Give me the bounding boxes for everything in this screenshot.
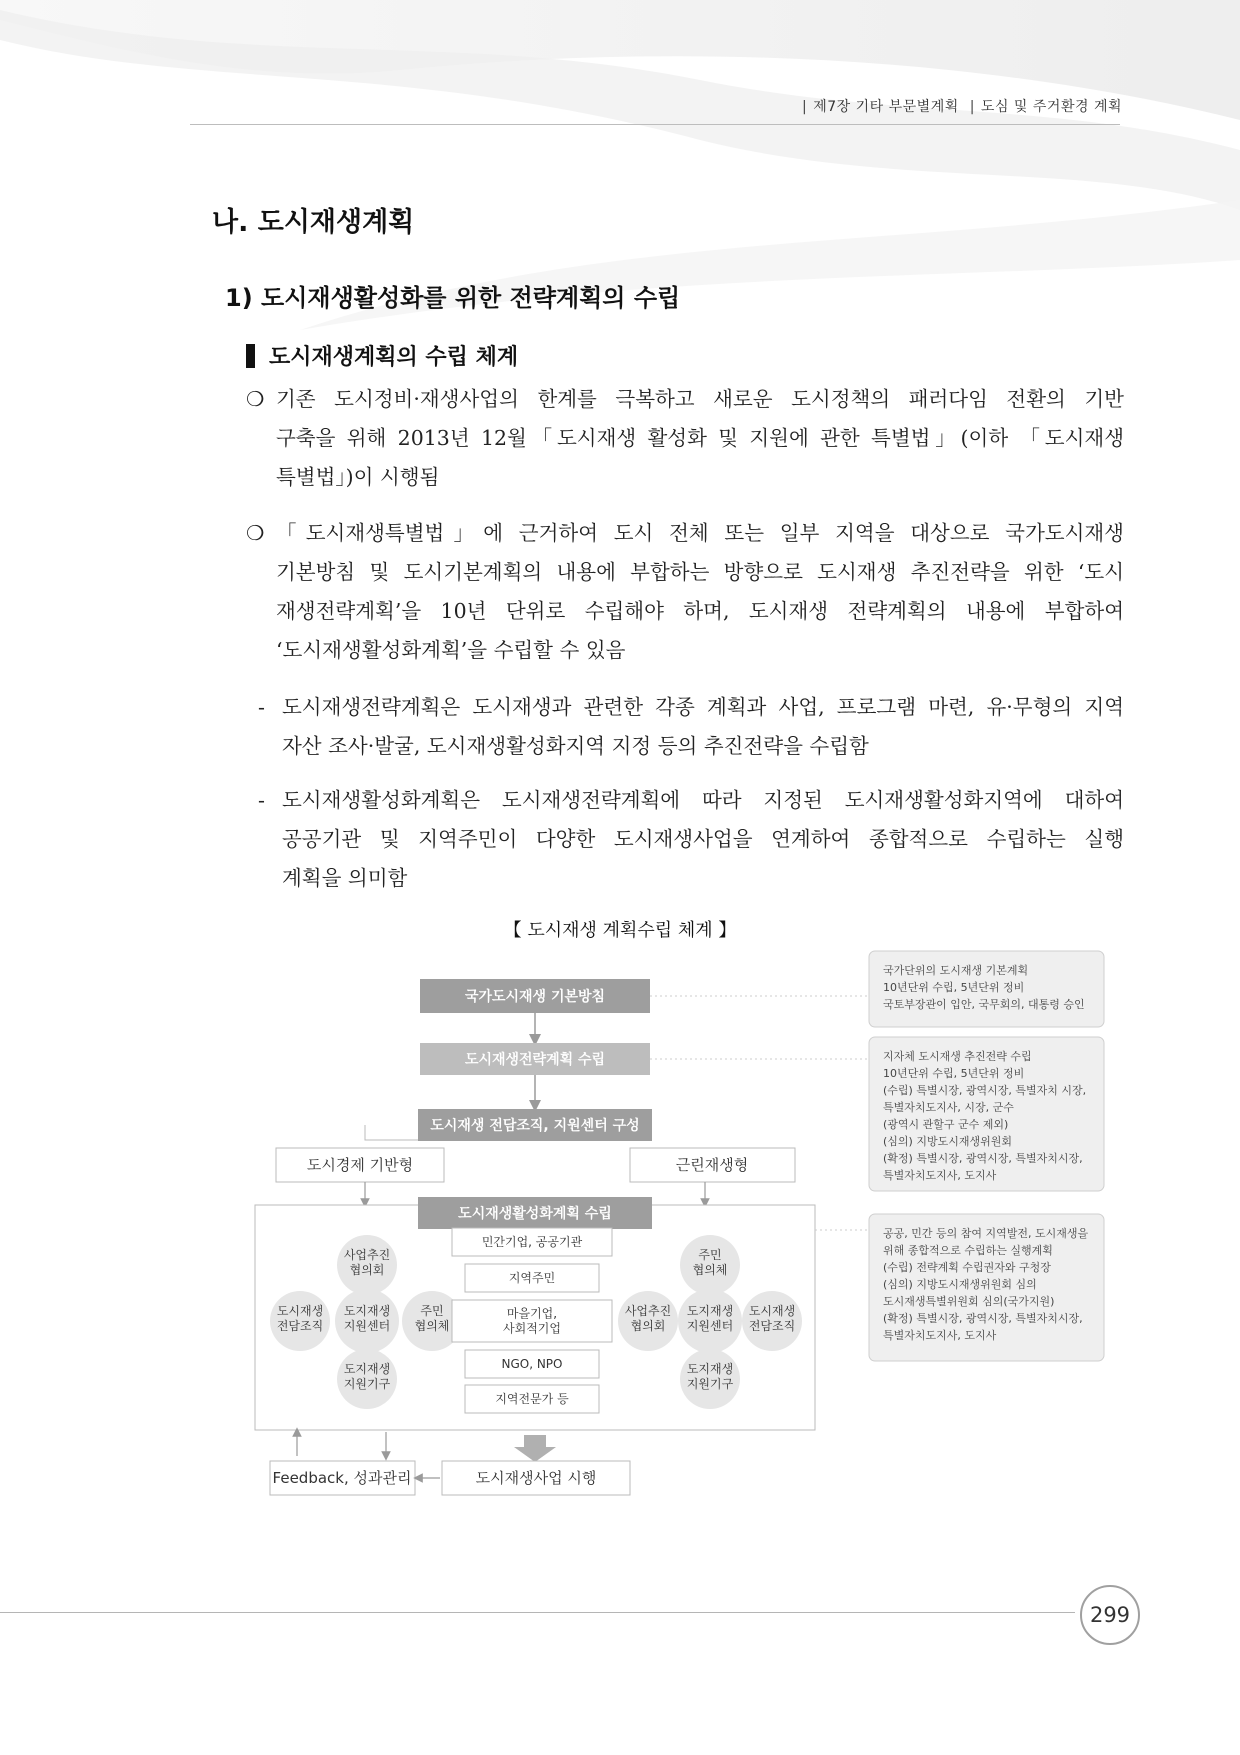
note-line: 도시재생특별위원회 심의(국가지원) (883, 1295, 1055, 1308)
note-line: (확정) 특별시장, 광역시장, 특별자치시장, (883, 1312, 1083, 1325)
circle-bullet-icon: ❍ (246, 387, 265, 411)
header-section: 도심 및 주거환경 계획 (980, 99, 1122, 115)
paragraph-line: 도시재생활성화계획은 도시재생전략계획에 따라 지정된 도시재생활성화지역에 대하여 (282, 788, 1124, 812)
note-line: (광역시 관할구 군수 제외) (883, 1118, 1009, 1131)
cluster-node-label: 사업추진 (624, 1304, 672, 1318)
cluster-node-label: 협의체 (692, 1263, 728, 1277)
participant-label: 사회적기업 (503, 1321, 561, 1336)
paragraph-line: 특별법」)이 시행됨 (276, 465, 440, 489)
cluster-node-label: 지원기구 (686, 1377, 734, 1391)
note-line: 국토부장관이 입안, 국무회의, 대통령 승인 (883, 998, 1085, 1011)
cluster-node-label: 도지재생 (343, 1304, 391, 1318)
note-line: 국가단위의 도시재생 기본계획 (883, 964, 1029, 977)
participant-label: NGO, NPO (501, 1357, 563, 1371)
dash-bullet: - (258, 695, 265, 719)
circle-bullet-icon: ❍ (246, 521, 265, 545)
activation-plan-label: 도시재생활성화계획 수립 (458, 1206, 612, 1222)
participant-label: 민간기업, 공공기관 (481, 1235, 583, 1249)
running-header: | 제7장 기타 부문별계획 | 도심 및 주거환경 계획 (802, 99, 1122, 115)
paragraph-line: ‘도시재생활성화계획’을 수립할 수 있음 (276, 638, 626, 662)
participant-list (452, 1228, 612, 1413)
national-policy-label: 국가도시재생 기본방침 (464, 989, 606, 1005)
cluster-node-label: 협의체 (414, 1319, 450, 1333)
dash-bullet: - (258, 788, 265, 812)
section-title: 나. 도시재생계획 (212, 207, 415, 238)
subsection-title: 1) 도시재생활성화를 위한 전략계획의 수립 (225, 284, 681, 312)
cluster-node-label: 전담조직 (276, 1319, 324, 1333)
paragraph-line: 계획을 의미함 (282, 866, 408, 890)
cluster-node-label: 협의회 (630, 1319, 666, 1333)
paragraph-line: 공공기관 및 지역주민이 다양한 도시재생사업을 연계하여 종합적으로 수립하는 실행 (282, 827, 1124, 851)
cluster-node-label: 도시재생 (748, 1304, 796, 1318)
figure-caption: 【 도시재생 계획수립 체계 】 (503, 920, 737, 941)
cluster-node-label: 도시재생 (276, 1304, 324, 1318)
cluster-node-label: 도지재생 (686, 1304, 734, 1318)
paragraph-line: 「도시재생특별법」에 근거하여 도시 전체 또는 일부 지역을 대상으로 국가도시재생 (276, 521, 1124, 545)
cluster-node-label: 지원센터 (343, 1319, 391, 1333)
note-line: 특별자치도지사, 도지사 (883, 1329, 997, 1342)
paragraph-line: 구축을 위해 2013년 12월「도시재생 활성화 및 지원에 관한 특별법」(이하 「도시재생 (276, 426, 1124, 450)
cluster-node-label: 지원기구 (343, 1377, 391, 1391)
page-number: 299 (1080, 1585, 1140, 1645)
participant-label: 지역전문가 등 (495, 1392, 569, 1406)
note-line: (심의) 지방도시재생위원회 (883, 1135, 1012, 1148)
econ-type-label: 도시경제 기반형 (306, 1156, 414, 1174)
cluster-node-label: 주민 (698, 1248, 722, 1262)
note-line: 10년단위 수립, 5년단위 정비 (883, 1067, 1025, 1080)
paragraph-line: 기본방침 및 도시기본계획의 내용에 부합하는 방향으로 도시재생 추진전략을 위한 ‘도시 (276, 560, 1124, 584)
participant-label: 마을기업, (506, 1306, 558, 1321)
note-line: (심의) 지방도시재생위원회 심의 (883, 1278, 1037, 1291)
implementation-label: 도시재생사업 시행 (475, 1469, 597, 1487)
note-line: 공공, 민간 등의 참여 지역발전, 도시재생을 (883, 1227, 1089, 1240)
cluster-node-label: 지원센터 (686, 1319, 734, 1333)
down-arrow-icon (514, 1435, 556, 1462)
paragraph-line: 기존 도시정비·재생사업의 한계를 극복하고 새로운 도시정책의 패러다임 전환의 기반 (276, 387, 1124, 411)
note-line: (수립) 특별시장, 광역시장, 특별자치 시장, (883, 1084, 1087, 1097)
header-chapter: 제7장 기타 부문별계획 (813, 99, 959, 115)
paragraph-line: 재생전략계획’을 10년 단위로 수립해야 하며, 도시재생 전략계획의 내용에 부합하여 (276, 599, 1124, 623)
note-line: 특별자치도지사, 시장, 군수 (883, 1101, 1014, 1114)
neighborhood-type-label: 근린재생형 (675, 1156, 749, 1174)
note-line: 10년단위 수립, 5년단위 정비 (883, 981, 1025, 994)
cluster-node-label: 전담조직 (748, 1319, 796, 1333)
cluster-node-label: 주민 (420, 1304, 444, 1318)
footer-divider (0, 1612, 1075, 1613)
bullet-heading-text: 도시재생계획의 수립 체계 (269, 345, 519, 370)
note-line: (확정) 특별시장, 광역시장, 특별자치시장, (883, 1152, 1083, 1165)
paragraph-line: 도시재생전략계획은 도시재생과 관련한 각종 계획과 사업, 프로그램 마련, 유·무형의 지역 (282, 695, 1124, 719)
organization-label: 도시재생 전담조직, 지원센터 구성 (430, 1118, 640, 1134)
cluster-node-label: 도지재생 (343, 1362, 391, 1376)
paragraph-line: 자산 조사·발굴, 도시재생활성화지역 지정 등의 추진전략을 수립함 (282, 734, 869, 758)
cluster-node-label: 도지재생 (686, 1362, 734, 1376)
strategy-plan-label: 도시재생전략계획 수립 (464, 1052, 606, 1068)
note-line: (수립) 전략계획 수립권자와 구청장 (883, 1261, 1051, 1274)
note-line: 위해 종합적으로 수립하는 실행계획 (883, 1244, 1053, 1257)
feedback-label: Feedback, 성과관리 (272, 1469, 412, 1487)
participant-label: 지역주민 (508, 1271, 556, 1285)
cluster-node-label: 협의회 (349, 1263, 385, 1277)
note-line: 지자체 도시재생 추진전략 수립 (883, 1050, 1032, 1063)
note-line: 특별자치도지사, 도지사 (883, 1169, 997, 1182)
cluster-node-label: 사업추진 (343, 1248, 391, 1262)
